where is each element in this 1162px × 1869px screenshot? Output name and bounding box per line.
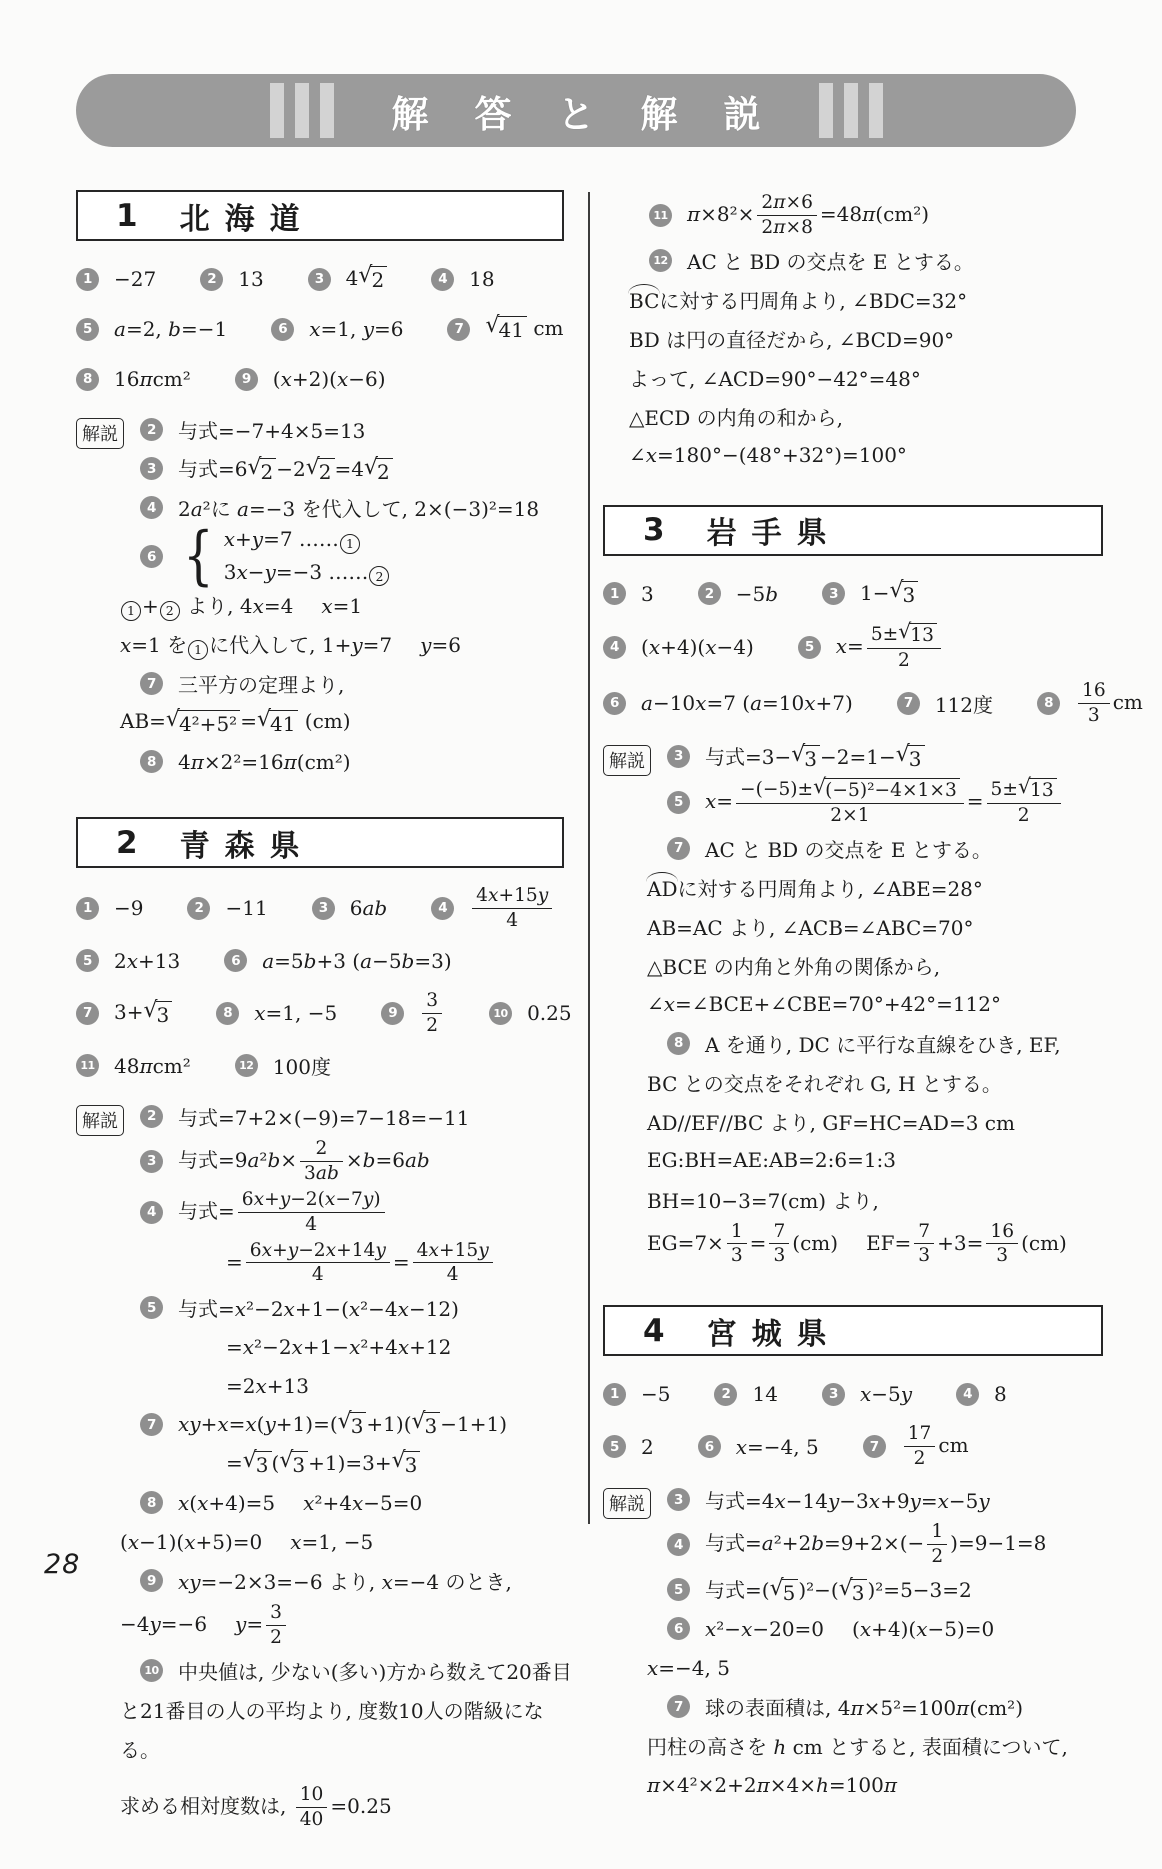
- line-number-badge: 5: [667, 791, 690, 814]
- answer-number-badge: 3: [822, 1383, 845, 1406]
- banner-title: 解答と解説: [391, 92, 807, 136]
- section-4-answers: [603, 1371, 1103, 1472]
- kaisetsu-line: [120, 1522, 564, 1561]
- answer-item: [698, 1435, 819, 1459]
- answer-item: [603, 1435, 654, 1459]
- line-math: 2a²に a=−3 を代入して, 2×(−3)²=18: [178, 497, 540, 521]
- line-number-badge: 3: [667, 1488, 690, 1511]
- kaisetsu-line: [647, 1141, 1103, 1180]
- kaisetsu-line: [120, 1690, 564, 1729]
- answer-row: [603, 1371, 1103, 1417]
- answer-item: [1037, 678, 1143, 729]
- line-math: 与式=( √ 5 )²−( √ 3 )²=5−3=2: [705, 1575, 972, 1605]
- kaisetsu-line: [140, 1483, 564, 1522]
- answer-number-badge: 7: [897, 692, 920, 715]
- line-math: π×4²×2+2π×4×h=100π: [647, 1772, 898, 1797]
- answer-value: 3: [641, 581, 654, 606]
- answer-number-badge: 6: [224, 949, 247, 972]
- answer-number-badge: 7: [76, 1002, 99, 1025]
- line-math: 求める相対度数は, $\frac{10}{40}$ =0.25: [120, 1784, 392, 1831]
- section-1-answers: [76, 256, 564, 402]
- kaisetsu-line: [647, 1180, 1103, 1219]
- kaisetsu-lines: [120, 1097, 572, 1833]
- line-math: AC と BD の交点を E とする。: [705, 837, 992, 862]
- line-math: ∠x=180°−(48°+32°)=100°: [629, 443, 907, 468]
- answer-number-badge: 12: [235, 1054, 258, 1077]
- banner-bar: [295, 83, 309, 138]
- answer-value: a−10x=7 (a=10x+7): [641, 691, 853, 716]
- kaisetsu-line: [667, 737, 1103, 776]
- kaisetsu-lines: [629, 190, 1103, 475]
- line-math: ADに対する円周角より, ∠ABE=28°: [647, 876, 983, 901]
- answer-value: 2: [641, 1434, 654, 1459]
- kaisetsu-line: [226, 1444, 564, 1483]
- answer-row: [76, 883, 564, 934]
- column-divider: [588, 192, 590, 1524]
- line-math: 与式=x²−2x+1−(x²−4x−12): [178, 1297, 459, 1322]
- answer-item: [897, 689, 993, 718]
- section-title: 青森県: [179, 828, 315, 864]
- kaisetsu-line: [140, 1136, 564, 1187]
- line-math: BC との交点をそれぞれ G, H とする。: [647, 1071, 1002, 1096]
- kaisetsu-line: [140, 1561, 564, 1600]
- line-number-badge: 4: [140, 1201, 163, 1224]
- answer-row: [603, 618, 1103, 674]
- answer-item: [76, 997, 172, 1027]
- answer-item: [956, 1382, 1007, 1406]
- answer-row: [76, 938, 564, 984]
- kaisetsu-line: [667, 1609, 1103, 1648]
- line-math: −4y=−6 y= $\frac{3}{2}$: [120, 1600, 289, 1651]
- line-math: 与式=6 √ 2 −2 √ 2 =4 √ 2: [178, 453, 393, 484]
- section-2-kaisetsu-continued: [603, 190, 1103, 475]
- answer-number-badge: 5: [76, 318, 99, 341]
- answer-item: [603, 691, 853, 715]
- answer-value: −27: [114, 267, 157, 291]
- kaisetsu-line: [629, 319, 1103, 358]
- answer-item: [603, 582, 654, 606]
- line-math: BH=10−3=7(cm) より,: [647, 1188, 879, 1213]
- line-number-badge: 3: [667, 745, 690, 768]
- kaisetsu-line: [647, 1102, 1103, 1141]
- kaisetsu-line: [667, 829, 1103, 868]
- kaisetsu-line: [140, 1405, 564, 1444]
- kaisetsu-line: [629, 280, 1103, 319]
- answer-item: [76, 317, 227, 341]
- answer-number-badge: 4: [431, 268, 454, 291]
- answer-value: x=−4, 5: [735, 1434, 819, 1459]
- line-math: EG:BH=AE:AB=2:6=1:3: [647, 1148, 897, 1172]
- answer-row: [603, 1421, 1103, 1472]
- answer-row: [76, 256, 564, 302]
- answer-number-badge: 2: [714, 1383, 737, 1406]
- line-math: BCに対する円周角より, ∠BDC=32°: [629, 288, 968, 313]
- answer-row: [76, 306, 564, 352]
- answer-number-badge: 1: [603, 1383, 626, 1406]
- line-math: 与式=9a²b× $\frac{2}{3ab}$ ×b=6ab: [178, 1137, 430, 1184]
- answer-number-badge: 10: [489, 1002, 512, 1025]
- kaisetsu-line: [140, 1288, 564, 1327]
- answer-item: [200, 267, 263, 291]
- kaisetsu-line: [647, 1765, 1103, 1804]
- line-number-badge: 2: [140, 1105, 163, 1128]
- answer-number-badge: 9: [381, 1002, 404, 1025]
- answer-row: [603, 571, 1103, 617]
- right-column: [603, 186, 1143, 1840]
- answer-item: [798, 618, 944, 674]
- line-math: 三平方の定理より,: [178, 673, 345, 697]
- kaisetsu-line: [140, 449, 564, 488]
- answer-value: −9: [114, 896, 144, 921]
- answer-number-badge: 5: [76, 949, 99, 972]
- answer-row: [76, 1043, 564, 1089]
- line-number-badge: 4: [140, 496, 163, 519]
- line-math: x=1 を 1 に代入して, 1+y=7 y=6: [120, 629, 461, 660]
- answer-number-badge: 2: [200, 268, 223, 291]
- banner-bars-left-icon: [270, 83, 334, 138]
- section-4-header: [603, 1305, 1103, 1356]
- kaisetsu-line: [647, 1063, 1103, 1102]
- answer-value: 13: [238, 267, 264, 291]
- answer-number-badge: 4: [431, 897, 454, 920]
- line-number-badge: 5: [140, 1296, 163, 1319]
- line-math: 与式=−7+4×5=13: [178, 419, 366, 443]
- line-math: BD は円の直径だから, ∠BCD=90°: [629, 327, 955, 352]
- kaisetsu-line: [649, 190, 1103, 241]
- answer-number-badge: 4: [603, 636, 626, 659]
- line-number-badge: 10: [140, 1659, 163, 1682]
- section-3-header: [603, 505, 1103, 556]
- answer-item: [822, 578, 918, 608]
- line-math: xy=−2×3=−6 より, x=−4 のとき,: [178, 1570, 512, 1595]
- kaisetsu-line: [120, 1782, 564, 1833]
- line-math: と21番目の人の平均より, 度数10人の階級にな: [120, 1699, 544, 1724]
- answer-item: [76, 367, 191, 391]
- answer-number-badge: 3: [822, 582, 845, 605]
- section-title: 岩手県: [706, 516, 842, 552]
- answer-value: 14: [752, 1382, 778, 1407]
- answer-row: [603, 678, 1143, 729]
- kaisetsu-line: [629, 397, 1103, 436]
- answer-value: x=1, y=6: [309, 317, 404, 341]
- line-math: EG=7× $\frac{1}{3}$ = $\frac{7}{3}$ (cm) EF= $\frac{7}{3}$ +3= $\frac{16}{3}$ (cm): [647, 1220, 1067, 1267]
- kaisetsu-line: [667, 1687, 1103, 1726]
- answer-item: [603, 1382, 670, 1406]
- answer-value: a=2, b=−1: [114, 317, 228, 341]
- banner-bar: [869, 83, 883, 138]
- answer-number-badge: 6: [271, 318, 294, 341]
- line-number-badge: 4: [667, 1533, 690, 1556]
- line-number-badge: 12: [649, 249, 672, 272]
- banner-bar: [270, 83, 284, 138]
- line-math: △ECD の内角の和から,: [629, 405, 844, 430]
- line-math: 円柱の高さを h cm とすると, 表面積について,: [647, 1735, 1068, 1760]
- kaisetsu-line: [667, 1024, 1103, 1063]
- answer-number-badge: 6: [603, 692, 626, 715]
- line-math: =x²−2x+1−x²+4x+12: [226, 1334, 452, 1359]
- answer-value: x= 5± √ 13 2: [836, 621, 944, 674]
- kaisetsu-lines: [647, 737, 1103, 1270]
- answer-value: √ 41 cm: [485, 313, 564, 343]
- answer-number-badge: 8: [216, 1002, 239, 1025]
- answer-value: 48πcm²: [114, 1053, 191, 1078]
- answer-value: (x+2)(x−6): [272, 367, 386, 391]
- line-math: (x−1)(x+5)=0 x=1, −5: [120, 1529, 374, 1554]
- line-number-badge: 2: [140, 418, 163, 441]
- answer-value: a=5b+3 (a−5b=3): [262, 948, 452, 973]
- answer-value: x=1, −5: [254, 1001, 338, 1026]
- line-math: 4π×2²=16π(cm²): [178, 749, 351, 774]
- line-math: x(x+4)=5 x²+4x−5=0: [178, 1490, 423, 1515]
- kaisetsu-line: [120, 1729, 564, 1768]
- kaisetsu-line: [667, 773, 1103, 829]
- answer-number-badge: 3: [308, 268, 331, 291]
- answer-item: [489, 1001, 572, 1025]
- line-math: AD//EF//BC より, GF=HC=AD=3 cm: [647, 1110, 1015, 1135]
- kaisetsu-line: [647, 1219, 1103, 1270]
- answer-number-badge: 1: [76, 268, 99, 291]
- answer-value: 1− √ 3: [860, 581, 918, 608]
- answer-item: [822, 1382, 912, 1406]
- answer-number-badge: 8: [76, 368, 99, 391]
- line-number-badge: 6: [140, 545, 163, 568]
- line-number-badge: 6: [667, 1617, 690, 1640]
- line-math: よって, ∠ACD=90°−42°=48°: [629, 366, 921, 391]
- answer-number-badge: 5: [798, 636, 821, 659]
- line-number-badge: 5: [667, 1578, 690, 1601]
- answer-number-badge: 2: [698, 582, 721, 605]
- line-number-badge: 3: [140, 1150, 163, 1173]
- line-math: AB= √ 4²+5² = √ 41 (cm): [120, 706, 351, 736]
- line-number-badge: 7: [140, 672, 163, 695]
- kaisetsu-line: [629, 358, 1103, 397]
- kaisetsu-line: [667, 1480, 1103, 1519]
- kaisetsu-line: [140, 664, 564, 703]
- kaisetsu-line: [140, 1097, 564, 1136]
- kaisetsu-lines: [120, 410, 564, 781]
- answer-item: [235, 367, 386, 391]
- answer-value: 2x+13: [114, 948, 181, 973]
- answer-number-badge: 11: [76, 1054, 99, 1077]
- section-2-header: [76, 817, 564, 868]
- line-number-badge: 7: [140, 1413, 163, 1436]
- section-number: 1: [116, 197, 138, 234]
- answer-item: [271, 317, 403, 341]
- line-math: = √ 3 ( √ 3 +1)=3+ √ 3: [226, 1451, 420, 1478]
- answer-number-badge: 8: [1037, 692, 1060, 715]
- answer-number-badge: 1: [76, 897, 99, 920]
- answer-number-badge: 6: [698, 1435, 721, 1458]
- kaisetsu-line: [647, 868, 1103, 907]
- answer-item: [216, 1001, 337, 1025]
- kaisetsu-label: 解説: [76, 418, 124, 449]
- kaisetsu-lines: [647, 1480, 1103, 1804]
- kaisetsu-line: [629, 436, 1103, 475]
- page-number: 28: [44, 1549, 81, 1580]
- answer-value: 8: [994, 1382, 1007, 1407]
- line-number-badge: 3: [140, 457, 163, 480]
- line-math: 与式= $\frac{6x+y-2(x-7y)}{4}$: [178, 1187, 388, 1238]
- line-number-badge: 7: [667, 1695, 690, 1718]
- section-title: 宮城県: [706, 1316, 842, 1352]
- line-math: { x+y=7 …… 1 3x−y=−3 …… 2: [178, 527, 390, 586]
- section-3-answers: [603, 571, 1143, 729]
- line-math: 与式=4x−14y−3x+9y=x−5y: [705, 1489, 990, 1514]
- line-math: 与式=a²+2b=9+2×(− $\frac{1}{2}$ )=9−1=8: [705, 1521, 1047, 1568]
- section-number: 4: [643, 1312, 665, 1349]
- kaisetsu-line: [120, 625, 564, 664]
- answer-value: 0.25: [527, 1001, 572, 1026]
- left-column: [76, 190, 572, 1869]
- answers-banner: [76, 74, 1076, 147]
- section-2-answers: [76, 883, 572, 1089]
- line-math: =2x+13: [226, 1373, 309, 1398]
- answer-value: −11: [225, 896, 268, 921]
- kaisetsu-label: 解説: [603, 745, 651, 776]
- line-math: △BCE の内角と外角の関係から,: [647, 954, 941, 979]
- line-math: AC と BD の交点を E とする。: [687, 249, 974, 274]
- answer-number-badge: 5: [603, 1435, 626, 1458]
- kaisetsu-label: 解説: [603, 1488, 651, 1519]
- line-math: 与式=7+2×(−9)=7−18=−11: [178, 1105, 470, 1130]
- kaisetsu-line: [226, 1238, 564, 1289]
- kaisetsu-line: [120, 1600, 564, 1651]
- kaisetsu-line: [667, 1519, 1103, 1570]
- line-math: A を通り, DC に平行な直線をひき, EF,: [705, 1032, 1061, 1057]
- kaisetsu-line: [140, 410, 564, 449]
- answer-number-badge: 9: [235, 368, 258, 391]
- line-math: AB=AC より, ∠ACB=∠ABC=70°: [647, 915, 974, 940]
- answer-value: 18: [469, 267, 495, 291]
- answer-item: [76, 949, 180, 973]
- answer-item: [714, 1382, 777, 1406]
- kaisetsu-line: [667, 1570, 1103, 1609]
- line-number-badge: 8: [667, 1032, 690, 1055]
- kaisetsu-line: [647, 1726, 1103, 1765]
- line-math: 1 + 2 より, 4x=4 x=1: [120, 590, 362, 621]
- kaisetsu-line: [140, 519, 564, 594]
- kaisetsu-line: [120, 703, 564, 742]
- answer-value: 112度: [934, 692, 994, 717]
- line-number-badge: 8: [140, 750, 163, 773]
- line-math: x²−x−20=0 (x+4)(x−5)=0: [705, 1616, 995, 1641]
- answer-item: [698, 582, 778, 606]
- answer-item: [235, 1051, 331, 1080]
- line-math: ∠x=∠BCE+∠CBE=70°+42°=112°: [647, 992, 1001, 1016]
- answer-value: $\frac{17}{2}$ cm: [901, 1421, 969, 1472]
- kaisetsu-line: [649, 241, 1103, 280]
- section-2-kaisetsu: [76, 1097, 572, 1833]
- section-3-kaisetsu: [603, 737, 1103, 1270]
- answer-row: [76, 356, 564, 402]
- line-number-badge: 7: [667, 837, 690, 860]
- kaisetsu-line: [140, 1651, 572, 1690]
- answer-value: 3+ √ 3: [114, 1000, 172, 1027]
- section-4-kaisetsu: [603, 1480, 1103, 1804]
- answer-item: [431, 267, 494, 291]
- line-math: x= −(−5)± √ (−5)²−4×1×3 2×1 = 5± √ 13 2: [705, 776, 1064, 829]
- line-math: x=−4, 5: [647, 1655, 730, 1680]
- answer-item: [312, 896, 387, 920]
- kaisetsu-line: [140, 1187, 564, 1238]
- line-math: 球の表面積は, 4π×5²=100π(cm²): [705, 1696, 1023, 1721]
- answer-number-badge: 7: [863, 1435, 886, 1458]
- line-math: る。: [120, 1738, 160, 1763]
- answer-number-badge: 3: [312, 897, 335, 920]
- answer-value: −5b: [735, 581, 779, 606]
- answer-number-badge: 1: [603, 582, 626, 605]
- banner-bars-right-icon: [819, 83, 883, 138]
- answer-value: −5: [641, 1382, 671, 1407]
- line-number-badge: 11: [649, 204, 672, 227]
- answer-number-badge: 4: [956, 1383, 979, 1406]
- kaisetsu-line: [226, 1366, 564, 1405]
- answer-value: (x+4)(x−4): [641, 635, 754, 660]
- banner-bar: [320, 83, 334, 138]
- section-title: 北海道: [179, 201, 315, 237]
- answer-item: [224, 949, 451, 973]
- answer-item: [76, 1054, 191, 1078]
- answer-item: [76, 267, 156, 291]
- answer-value: $\frac{4x+15y}{4}$: [469, 883, 555, 934]
- answer-item: [76, 896, 143, 920]
- line-math: xy+x=x(y+1)=( √ 3 +1)( √ 3 −1+1): [178, 1409, 508, 1439]
- kaisetsu-line: [140, 742, 564, 781]
- answer-value: x−5y: [859, 1382, 913, 1407]
- answer-number-badge: 2: [187, 897, 210, 920]
- answer-item: [447, 313, 564, 343]
- line-math: 中央値は, 少ない(多い)方から数えて20番目: [178, 1660, 572, 1685]
- section-number: 3: [643, 512, 665, 549]
- answer-value: 4 √ 2: [346, 266, 388, 293]
- answer-item: [187, 896, 267, 920]
- answer-value: $\frac{3}{2}$: [419, 988, 445, 1039]
- answer-item: [381, 988, 445, 1039]
- banner-bar: [819, 83, 833, 138]
- answer-item: [431, 883, 555, 934]
- answer-number-badge: 7: [447, 318, 470, 341]
- kaisetsu-label: 解説: [76, 1105, 124, 1136]
- line-math: = $\frac{6x+y-2x+14y}{4}$ = $\frac{4x+15y}{4}$: [226, 1238, 496, 1289]
- answer-value: $\frac{16}{3}$ cm: [1075, 678, 1143, 729]
- answer-item: [863, 1421, 969, 1472]
- line-math: 与式=3− √ 3 −2=1− √ 3: [705, 741, 925, 772]
- kaisetsu-line: [647, 985, 1103, 1024]
- section-1-header: [76, 190, 564, 241]
- answer-item: [603, 635, 754, 659]
- line-math: π×8²× $\frac{2\pi\times 6}{2\pi\times 8}$ =48π(cm²): [687, 192, 930, 238]
- line-number-badge: 8: [140, 1491, 163, 1514]
- answer-value: 100度: [272, 1055, 331, 1080]
- kaisetsu-line: [647, 946, 1103, 985]
- answer-value: 16πcm²: [114, 367, 191, 391]
- kaisetsu-line: [226, 1327, 564, 1366]
- answer-value: 6ab: [349, 896, 388, 921]
- section-number: 2: [116, 824, 138, 861]
- answer-item: [308, 263, 388, 293]
- section-1-kaisetsu: [76, 410, 564, 781]
- line-number-badge: 9: [140, 1569, 163, 1592]
- answer-row: [76, 988, 572, 1039]
- kaisetsu-line: [647, 1648, 1103, 1687]
- kaisetsu-line: [647, 907, 1103, 946]
- banner-bar: [844, 83, 858, 138]
